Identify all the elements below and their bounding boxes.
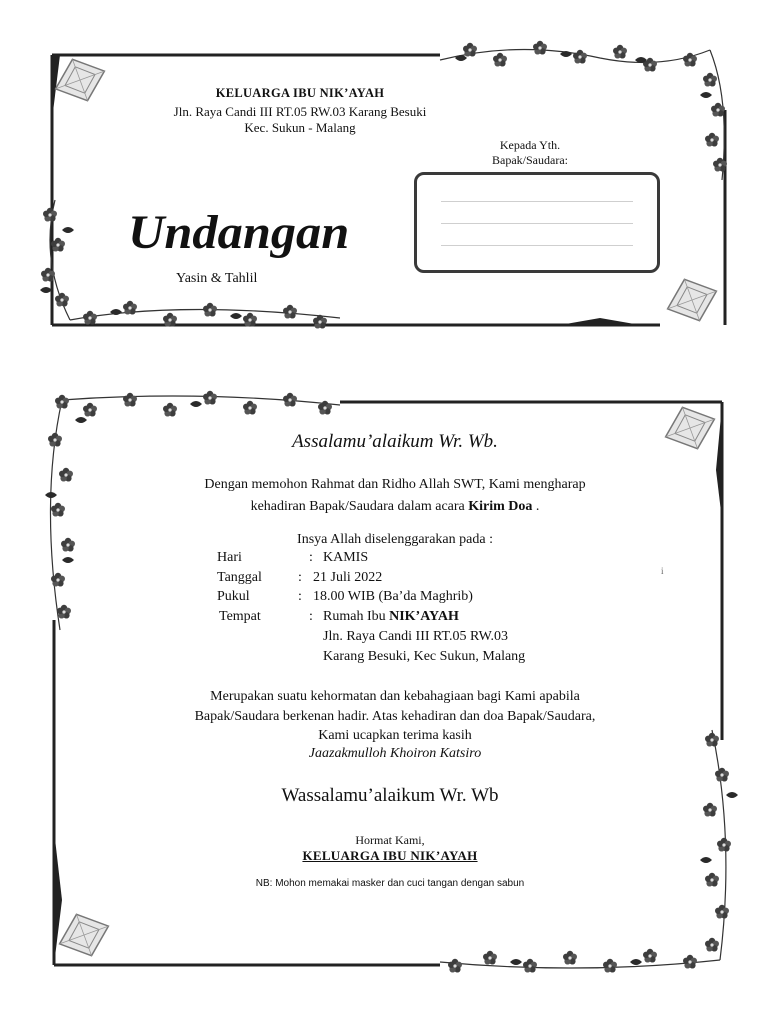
greeting: Assalamu’alaikum Wr. Wb. xyxy=(292,431,498,452)
closing-line-3: Kami ucapkan terima kasih xyxy=(318,728,472,743)
sender-district: Kec. Sukun - Malang xyxy=(244,120,356,135)
address-line xyxy=(441,245,633,246)
intro-line-2-end: . xyxy=(532,499,540,514)
invitation-title: Undangan xyxy=(128,206,350,259)
event-name: Kirim Doa xyxy=(468,499,533,514)
event-subtitle: Yasin & Tahlil xyxy=(176,271,258,286)
schedule-intro: Insya Allah diselenggarakan pada : xyxy=(297,532,493,547)
day-separator: : xyxy=(309,550,313,565)
time-value: 18.00 WIB (Ba’da Maghrib) xyxy=(313,589,473,604)
date-label: Tanggal xyxy=(217,570,262,585)
intro-line-2 xyxy=(0,496,768,517)
date-value: 21 Juli 2022 xyxy=(313,570,383,585)
recipient-address-box xyxy=(414,172,660,273)
place-address-2: Karang Besuki, Kec Sukun, Malang xyxy=(323,649,526,664)
place-label: Tempat xyxy=(219,609,261,624)
envelope-corner-ornament-bottom-right xyxy=(660,270,724,329)
closing-line-2: Bapak/Saudara berkenan hadir. Atas kehadiran dan doa Bapak/Saudara, xyxy=(194,709,596,724)
closing-prayer: Jaazakmulloh Khoiron Katsiro xyxy=(308,746,482,761)
recipient-salutation: Bapak/Saudara: xyxy=(492,153,568,167)
footnote: NB: Mohon memakai masker dan cuci tangan dengan sabun xyxy=(255,878,525,889)
letter-corner-ornament-bottom-left xyxy=(52,905,116,964)
day-value: KAMIS xyxy=(323,550,369,565)
time-separator: : xyxy=(298,589,302,604)
place-value-text: Rumah Ibu xyxy=(323,609,390,624)
regards-label: Hormat Kami, xyxy=(355,833,425,847)
address-line xyxy=(441,201,633,202)
recipient-to-label: Kepada Yth. xyxy=(499,138,561,152)
closing-line-1: Merupakan suatu kehormatan dan kebahagiaan bagi Kami apabila xyxy=(210,689,580,704)
farewell: Wassalamu’alaikum Wr. Wb xyxy=(281,785,499,806)
sender-address: Jln. Raya Candi III RT.05 RW.03 Karang Besuki xyxy=(173,104,427,119)
place-address-1: Jln. Raya Candi III RT.05 RW.03 xyxy=(323,629,509,644)
intro-line-2-text: kehadiran Bapak/Saudara dalam acara xyxy=(250,499,469,514)
address-line xyxy=(441,223,633,224)
intro-line-1: Dengan memohon Rahmat dan Ridho Allah SWT, Kami mengharap xyxy=(204,477,586,492)
stray-mark: i xyxy=(661,566,664,576)
place-host-name: NIK’AYAH xyxy=(389,609,459,624)
place-value xyxy=(323,607,459,627)
place-separator: : xyxy=(309,609,313,624)
day-label: Hari xyxy=(217,550,242,565)
sender-name: KELUARGA IBU NIK’AYAH xyxy=(215,86,385,100)
time-label: Pukul xyxy=(217,589,250,604)
date-separator: : xyxy=(298,570,302,585)
regards-signature-name: KELUARGA IBU NIK’AYAH xyxy=(302,848,478,863)
